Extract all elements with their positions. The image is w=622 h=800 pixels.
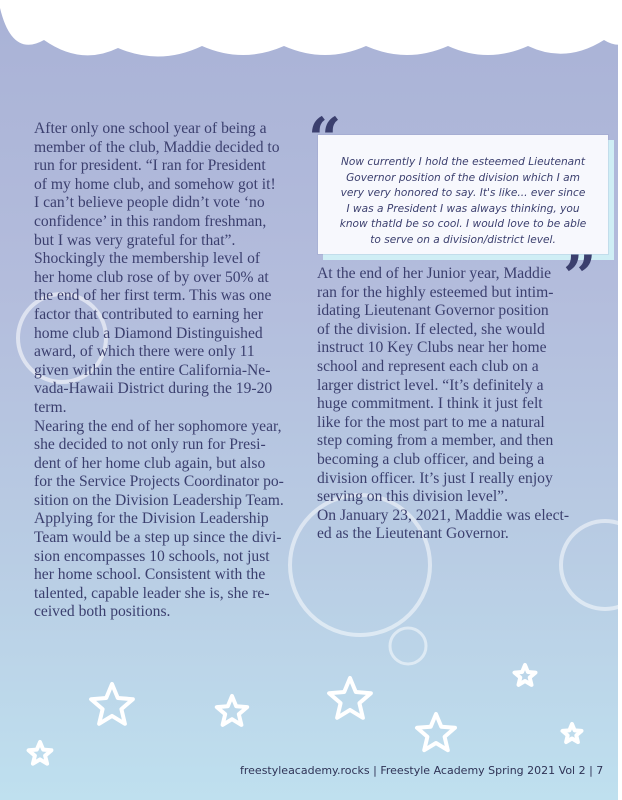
pull-quote-box [318,135,608,254]
star-icon [329,678,371,718]
star-icon [217,696,247,725]
article-right-column: At the end of her Junior year, Maddie ran for the highly esteemed but intim- idating Lieutenant Governor position of the division. If elected, she would instruct 10 Key Clubs near her home school and represent each club on a larger district level. “It’s definitely a huge commitment. I think it just felt like for the most part to me a natural step coming from a member, and then becoming a club officer, and being a division officer. It’s just I really enjoy serving on this division level”. On January 23, 2021, Maddie was elect- ed as the Lieutenant Governor. [317,265,570,543]
star-icon [29,742,52,764]
pull-quote-text: Now currently I hold the esteemed Lieutenant Governor position of the division which I am very very honored to say. It's like... ever since I was a President I was always thinking, you know thatld be so cool. I would love to be able to serve on a division/district level. [339,156,587,246]
star-icon [417,714,455,750]
bubble-center-small [390,628,426,664]
scalloped-cloud-border [0,0,622,70]
open-quote-mark: “ [308,105,342,173]
page-footer: freestyleacademy.rocks | Freestyle Academy Spring 2021 Vol 2 | 7 [240,764,604,777]
star-icon [515,665,536,685]
page-right-edge [618,0,622,800]
article-left-column: After only one school year of being a member of the club, Maddie decided to run for president. “I ran for President of my home club, and somehow got it! I can’t believe people didn’t vote ‘no confidence’ in this random freshman, but I was very grateful for that”. Shockingly the membership level of her home club rose of by over 50% at the end of her first term. This was one factor that contributed to earning her home club a Diamond Distinguished award, of which there were only 11 given within the entire California-Ne- vada-Hawaii District during the 19-20 term. Nearing the end of her sophomore year, she decided to not only run for Presi- dent of her home club again, but also for the Service Projects Coordinator po- sition on the Division Leadership Team. Applying for the Division Leadership Team would be a step up since the divi- sion encompasses 10 schools, not just her home school. Consistent with the talented, capable leader she is, she re- ceived both positions. [34,120,284,621]
star-icon [563,724,582,742]
close-quote-mark: ” [563,243,597,311]
bubble-right [561,521,622,609]
star-icon [91,684,133,724]
